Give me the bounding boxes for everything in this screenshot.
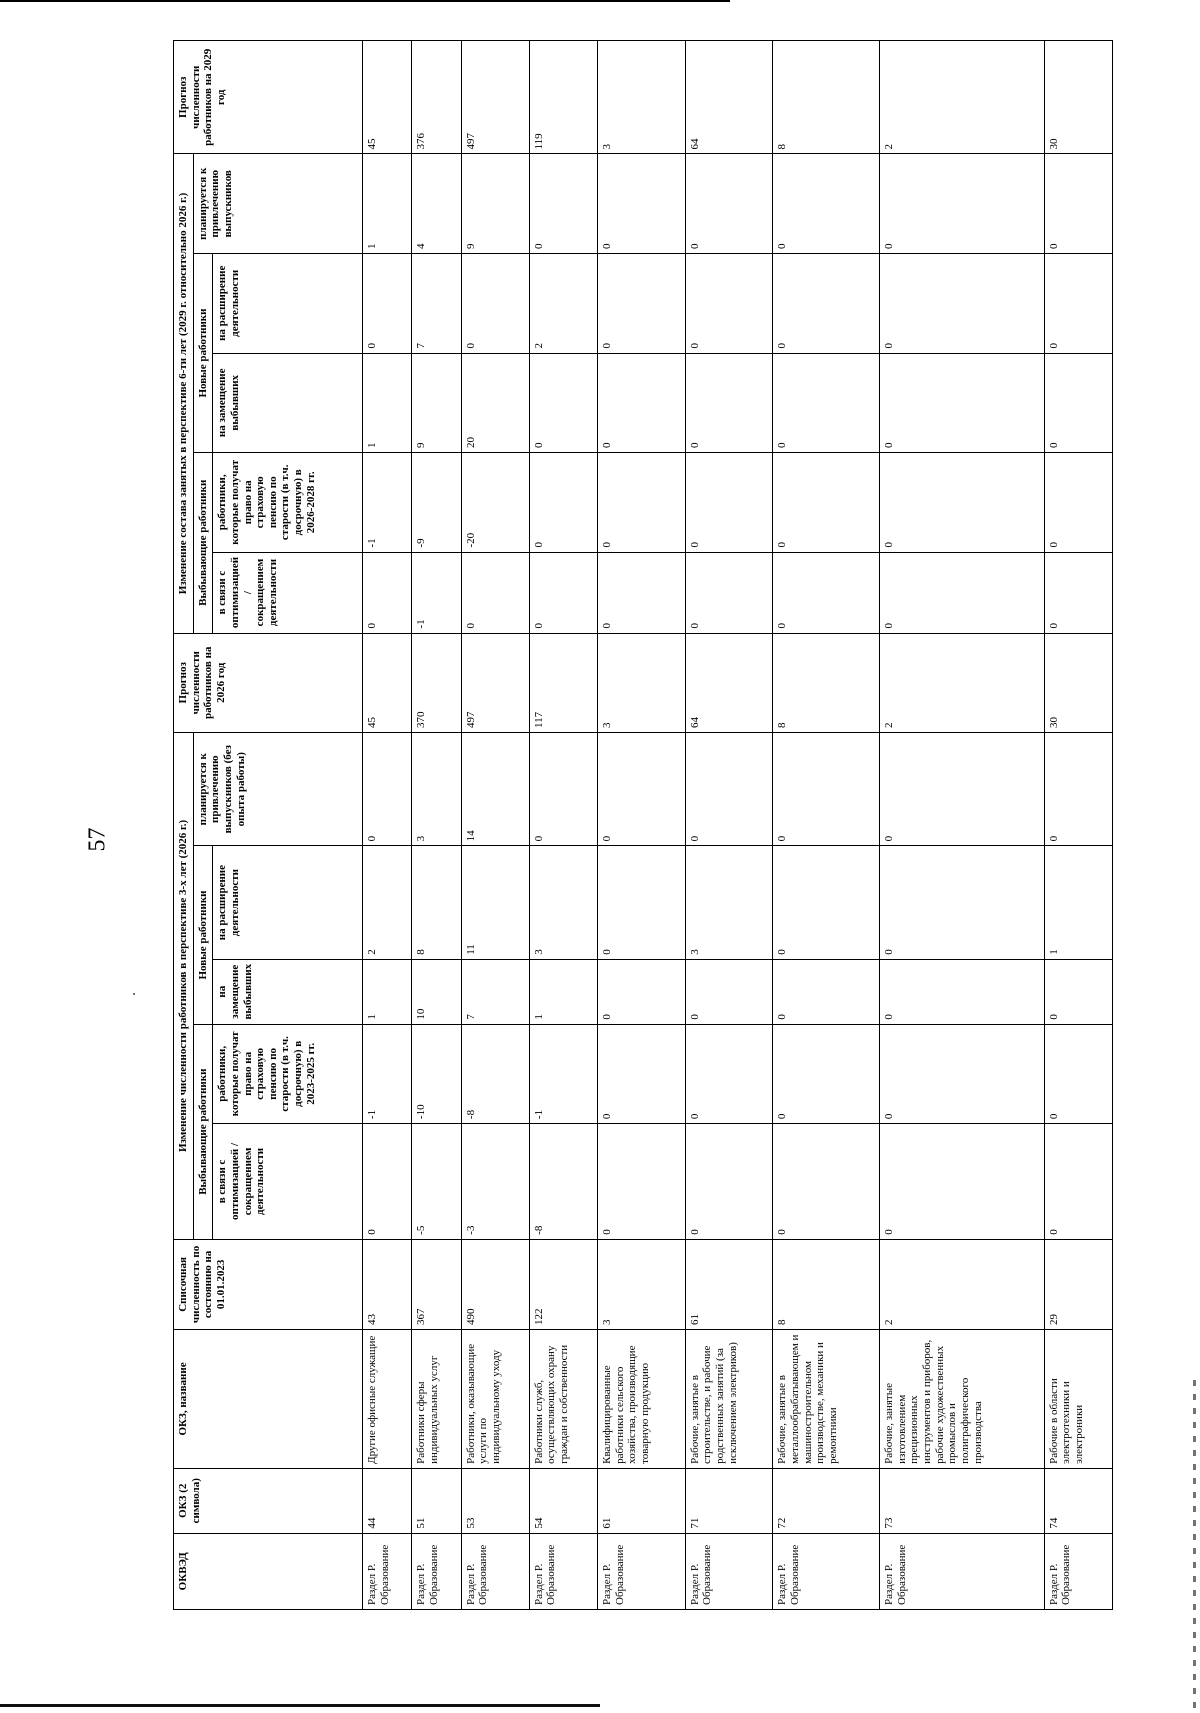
value-cell: 0 (773, 1024, 880, 1124)
okved-cell: Раздел Р. Образование (1044, 1533, 1112, 1609)
value-cell: 0 (1044, 254, 1112, 354)
header-new-workers-6y: Новые работники (193, 254, 213, 453)
value-cell: 0 (1044, 552, 1112, 633)
value-cell: 0 (1044, 1124, 1112, 1240)
value-cell: -5 (412, 1124, 461, 1240)
value-cell: 29 (1044, 1239, 1112, 1329)
value-cell: -8 (461, 1024, 529, 1124)
page-number: 57 (84, 827, 111, 852)
header-leaving-opt: в связи с оптимизацией / сокращением деятельности (213, 1124, 363, 1240)
value-cell: 0 (1044, 453, 1112, 553)
value-cell: 0 (598, 353, 686, 453)
value-cell: 0 (529, 353, 597, 453)
value-cell: 2 (363, 846, 412, 959)
value-cell: 497 (461, 41, 529, 155)
value-cell: 64 (685, 41, 773, 155)
header-name: ОКЗ, название (174, 1330, 363, 1469)
name-cell: Другие офисные служащие (363, 1330, 412, 1469)
value-cell: 3 (598, 633, 686, 733)
table-row (363, 41, 412, 1610)
value-cell: 0 (529, 733, 597, 846)
value-cell: 0 (363, 1124, 412, 1240)
value-cell: 0 (598, 154, 686, 254)
table-row (685, 41, 773, 1610)
value-cell: 0 (1044, 154, 1112, 254)
okz-cell: 54 (529, 1468, 597, 1533)
scan-bottom-edge (0, 1704, 600, 1707)
value-cell: -9 (412, 453, 461, 553)
value-cell: 11 (461, 846, 529, 959)
value-cell: 0 (598, 846, 686, 959)
value-cell: 0 (363, 254, 412, 354)
value-cell: 3 (685, 846, 773, 959)
value-cell: 0 (685, 453, 773, 553)
value-cell: 0 (880, 733, 1045, 846)
value-cell: 0 (773, 733, 880, 846)
value-cell: 43 (363, 1239, 412, 1329)
value-cell: 0 (685, 959, 773, 1024)
value-cell: 122 (529, 1239, 597, 1329)
value-cell: -1 (412, 552, 461, 633)
header-okved: ОКВЭД (174, 1533, 363, 1609)
value-cell: 490 (461, 1239, 529, 1329)
table-row (1044, 41, 1112, 1610)
value-cell: 0 (880, 959, 1045, 1024)
okz-cell: 53 (461, 1468, 529, 1533)
value-cell: 0 (880, 453, 1045, 553)
okved-cell: Раздел Р. Образование (363, 1533, 412, 1609)
header-group-6y: Изменение состава занятых в перспективе 6-ти лет (2029 г. относительно 2026 г.) (174, 154, 194, 633)
okz-cell: 73 (880, 1468, 1045, 1533)
rotated-table-wrapper (173, 40, 1113, 1610)
value-cell: 0 (1044, 959, 1112, 1024)
header-graduates-6y: планируется к привлечению выпускников (193, 154, 363, 254)
value-cell: -1 (363, 1024, 412, 1124)
value-cell: 367 (412, 1239, 461, 1329)
value-cell: 0 (773, 959, 880, 1024)
value-cell: 0 (880, 154, 1045, 254)
value-cell: 2 (880, 1239, 1045, 1329)
value-cell: 117 (529, 633, 597, 733)
value-cell: 0 (685, 733, 773, 846)
value-cell: 8 (773, 41, 880, 155)
value-cell: 8 (412, 846, 461, 959)
value-cell: 9 (461, 154, 529, 254)
value-cell: 0 (773, 552, 880, 633)
value-cell: 0 (1044, 1024, 1112, 1124)
value-cell: 4 (412, 154, 461, 254)
value-cell: 10 (412, 959, 461, 1024)
okved-cell: Раздел Р. Образование (529, 1533, 597, 1609)
value-cell: -1 (363, 453, 412, 553)
header-graduates: планируется к привлечению выпускников (без опыта работы) (193, 733, 363, 846)
okved-cell: Раздел Р. Образование (461, 1533, 529, 1609)
table-row (598, 41, 686, 1610)
value-cell: 3 (598, 1239, 686, 1329)
value-cell: 3 (412, 733, 461, 846)
table-row (880, 41, 1045, 1610)
value-cell: 0 (598, 552, 686, 633)
okved-cell: Раздел Р. Образование (412, 1533, 461, 1609)
value-cell: 370 (412, 633, 461, 733)
okved-cell: Раздел Р. Образование (880, 1533, 1045, 1609)
value-cell: 0 (685, 254, 773, 354)
okz-cell: 44 (363, 1468, 412, 1533)
table-row (773, 41, 880, 1610)
value-cell: 14 (461, 733, 529, 846)
name-cell: Работники сферы индивидуальных услуг (412, 1330, 461, 1469)
value-cell: 0 (685, 154, 773, 254)
value-cell: -20 (461, 453, 529, 553)
table-row (529, 41, 597, 1610)
header-new-workers: Новые работники (193, 846, 213, 1024)
value-cell: 0 (461, 552, 529, 633)
name-cell: Рабочие в области электротехники и электроники (1044, 1330, 1112, 1469)
value-cell: 0 (363, 552, 412, 633)
value-cell: 0 (880, 254, 1045, 354)
value-cell: 64 (685, 633, 773, 733)
value-cell: 1 (529, 959, 597, 1024)
value-cell: 0 (773, 254, 880, 354)
value-cell: 3 (598, 41, 686, 155)
value-cell: 0 (773, 1124, 880, 1240)
header-forecast-2029: Прогноз численности работников на 2029 год (174, 41, 363, 155)
workforce-table (173, 40, 1113, 1610)
value-cell: 0 (880, 353, 1045, 453)
header-group-3y: Изменение численности работников в перспективе 3-х лет (2026 г.) (174, 733, 194, 1240)
value-cell: 497 (461, 633, 529, 733)
value-cell: 0 (598, 733, 686, 846)
value-cell: 0 (363, 733, 412, 846)
value-cell: 7 (412, 254, 461, 354)
value-cell: 0 (773, 353, 880, 453)
value-cell: -3 (461, 1124, 529, 1240)
value-cell: 2 (529, 254, 597, 354)
value-cell: 8 (773, 633, 880, 733)
value-cell: 7 (461, 959, 529, 1024)
scan-top-edge (0, 0, 730, 2)
value-cell: 9 (412, 353, 461, 453)
value-cell: 0 (598, 1124, 686, 1240)
value-cell: 45 (363, 633, 412, 733)
value-cell: 30 (1044, 633, 1112, 733)
value-cell: 0 (880, 1124, 1045, 1240)
value-cell: 0 (880, 846, 1045, 959)
okz-cell: 72 (773, 1468, 880, 1533)
name-cell: Работники, оказывающие услуги по индивидуальному уходу (461, 1330, 529, 1469)
header-new-replace: на замещение выбывших (213, 959, 363, 1024)
header-new-expand: на расширение деятельности (213, 846, 363, 959)
header-forecast-2026: Прогноз численности работников на 2026 год (174, 633, 363, 733)
value-cell: 1 (363, 154, 412, 254)
header-new6-expand: на расширение деятельности (213, 254, 363, 354)
value-cell: 2 (880, 41, 1045, 155)
value-cell: 0 (685, 1024, 773, 1124)
value-cell: 0 (773, 154, 880, 254)
value-cell: 0 (880, 552, 1045, 633)
value-cell: 8 (773, 1239, 880, 1329)
value-cell: 20 (461, 353, 529, 453)
value-cell: 0 (1044, 353, 1112, 453)
value-cell: 0 (529, 154, 597, 254)
table-row (412, 41, 461, 1610)
value-cell: -1 (529, 1024, 597, 1124)
okved-cell: Раздел Р. Образование (773, 1533, 880, 1609)
okz-cell: 61 (598, 1468, 686, 1533)
value-cell: 0 (880, 1024, 1045, 1124)
scan-speck (133, 993, 135, 995)
header-leaving-pension: работники, которые получат право на страховую пенсию по старости (в т.ч. досрочную) в 2023-2025 гг. (213, 1024, 363, 1124)
name-cell: Рабочие, занятые в металлообрабатывающем и машиностроительном производстве, механики и ремонтники (773, 1330, 880, 1469)
okz-cell: 74 (1044, 1468, 1112, 1533)
value-cell: 30 (1044, 41, 1112, 155)
value-cell: 376 (412, 41, 461, 155)
value-cell: 0 (685, 353, 773, 453)
value-cell: 1 (1044, 846, 1112, 959)
name-cell: Рабочие, занятые изготовлением прецизионных инструментов и приборов, рабочие художественных промыслов и полиграфического производства (880, 1330, 1045, 1469)
header-headcount: Списочная численность по состоянию на 01.01.2023 (174, 1239, 363, 1329)
okz-cell: 51 (412, 1468, 461, 1533)
value-cell: 0 (773, 846, 880, 959)
header-okz: ОКЗ (2 символа) (174, 1468, 363, 1533)
table-row (461, 41, 529, 1610)
value-cell: -10 (412, 1024, 461, 1124)
value-cell: 61 (685, 1239, 773, 1329)
value-cell: 1 (363, 353, 412, 453)
value-cell: 0 (685, 1124, 773, 1240)
value-cell: -8 (529, 1124, 597, 1240)
okved-cell: Раздел Р. Образование (598, 1533, 686, 1609)
name-cell: Работники служб, осуществляющих охрану граждан и собственности (529, 1330, 597, 1469)
value-cell: 0 (598, 959, 686, 1024)
okved-cell: Раздел Р. Образование (685, 1533, 773, 1609)
value-cell: 119 (529, 41, 597, 155)
value-cell: 3 (529, 846, 597, 959)
value-cell: 0 (529, 552, 597, 633)
value-cell: 2 (880, 633, 1045, 733)
header-leaving6-pension: работники, которые получат право на страховую пенсию по старости (в т.ч. досрочную) в 2026-2028 гг. (213, 453, 363, 553)
value-cell: 0 (598, 254, 686, 354)
value-cell: 1 (363, 959, 412, 1024)
header-leaving6-opt: в связи с оптимизацией / сокращением деятельности (213, 552, 363, 633)
okz-cell: 71 (685, 1468, 773, 1533)
value-cell: 0 (1044, 733, 1112, 846)
header-leaving-6y: Выбывающие работники (193, 453, 213, 633)
value-cell: 0 (598, 1024, 686, 1124)
value-cell: 0 (773, 453, 880, 553)
name-cell: Квалифицированные работники сельского хозяйства, производящие товарную продукцию (598, 1330, 686, 1469)
value-cell: 0 (598, 453, 686, 553)
value-cell: 0 (529, 453, 597, 553)
value-cell: 45 (363, 41, 412, 155)
header-leaving: Выбывающие работники (193, 1024, 213, 1239)
value-cell: 0 (685, 552, 773, 633)
value-cell: 0 (461, 254, 529, 354)
scan-right-edge (1193, 1380, 1196, 1710)
header-new6-replace: на замещение выбывших (213, 353, 363, 453)
name-cell: Рабочие, занятые в строительстве, и рабочие родственных занятий (за исключением электриков) (685, 1330, 773, 1469)
